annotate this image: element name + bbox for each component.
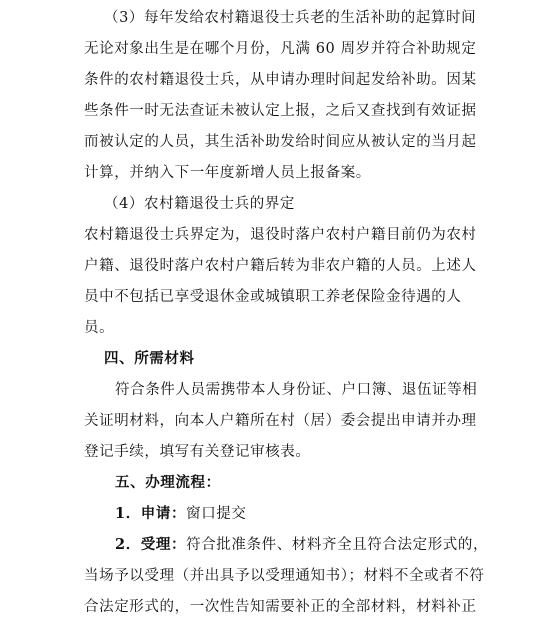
section-heading-process: 五、办理流程：	[115, 474, 221, 491]
paragraph-line: 登记手续，填写有关登记审核表。	[84, 444, 311, 460]
paragraph-line: 户籍、退役时落户农村户籍后转为非农户籍的人员。上述人	[84, 258, 477, 274]
paragraph-line: 符合条件人员需携带本人身份证、户口簿、退伍证等相	[115, 382, 478, 398]
step-2-line	[115, 535, 488, 555]
step-1-text: 窗口提交	[186, 506, 247, 522]
paragraph-line: 条件的农村籍退役士兵，从申请办理时间起发给补助。因某	[84, 72, 477, 88]
section-heading-materials: 四、所需材料	[104, 350, 195, 367]
paragraph-line: 农村籍退役士兵界定为，退役时落户农村户籍目前仍为农村	[84, 227, 477, 243]
step-2-text: 符合批准条件、材料齐全且符合法定形式的，	[186, 537, 489, 553]
paragraph-line: 计算，并纳入下一年度新增人员上报备案。	[84, 165, 371, 181]
step-2-label: 2．受理：	[115, 536, 187, 553]
paragraph-line: 员。	[84, 320, 115, 336]
paragraph-3-heading: （3）每年发给农村籍退役士兵老的生活补助的起算时间	[104, 10, 477, 26]
paragraph-line: 而被认定的人员，其生活补助发给时间应从被认定的当月起	[84, 134, 477, 150]
paragraph-line: 关证明材料，向本人户籍所在村（居）委会提出申请并办理	[84, 413, 477, 429]
paragraph-line: 无论对象出生是在哪个月份，凡满 60 周岁并符合补助规定	[84, 41, 477, 57]
step-1-line	[115, 504, 247, 524]
step-1-label: 1．申请：	[115, 505, 187, 522]
paragraph-line: 合法定形式的，一次性告知需要补正的全部材料，材料补正	[84, 599, 477, 615]
paragraph-line: 员中不包括已享受退休金或城镇职工养老保险金待遇的人	[84, 289, 462, 305]
paragraph-4-heading: （4）农村籍退役士兵的界定	[104, 196, 296, 212]
paragraph-line: 些条件一时无法查证未被认定上报，之后又查找到有效证据	[84, 103, 477, 119]
paragraph-line: 当场予以受理（并出具予以受理通知书）；材料不全或者不符	[84, 568, 485, 584]
